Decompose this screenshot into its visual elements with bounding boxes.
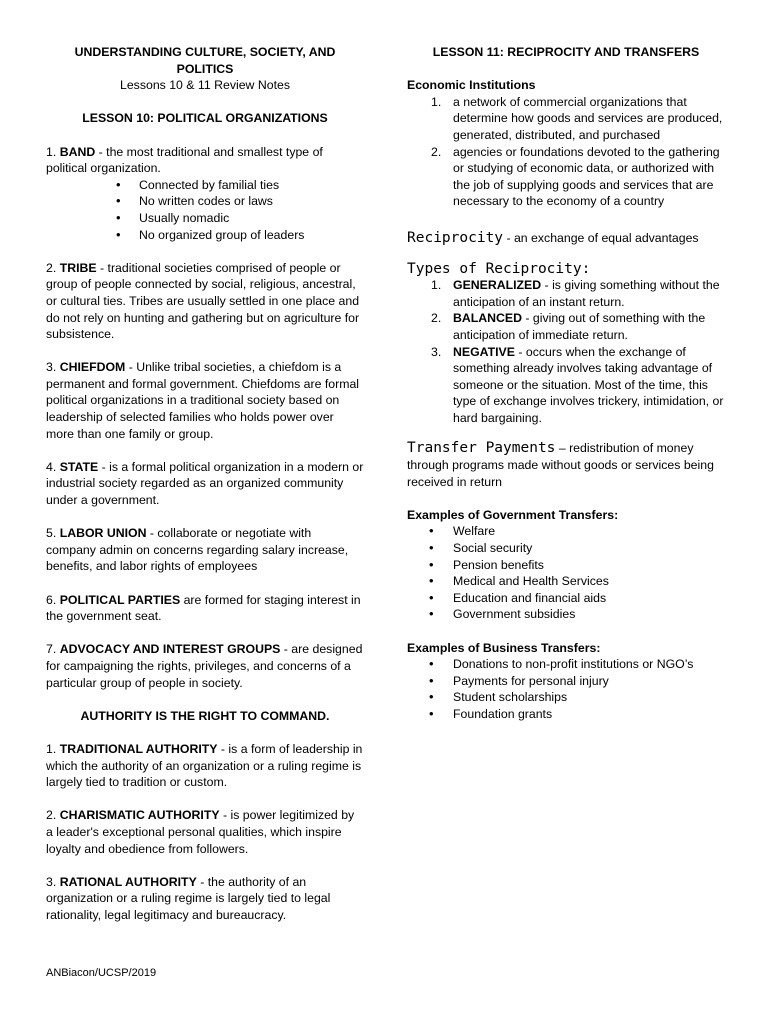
econ-heading: Economic Institutions bbox=[407, 78, 536, 93]
footer-credit: ANBiacon/UCSP/2019 bbox=[46, 967, 157, 979]
list-item: • Foundation grants bbox=[407, 706, 725, 723]
lesson11-heading: LESSON 11: RECIPROCITY AND TRANSFERS bbox=[432, 45, 700, 59]
list-item: • Medical and Health Services bbox=[407, 573, 725, 590]
state-entry: 4. STATE - is a formal political organization in a modern or industrial society regarded as an organized community under a government. bbox=[46, 459, 364, 508]
gov-transfers-heading: Examples of Government Transfers: bbox=[407, 507, 619, 522]
tribe-entry: 2. TRIBE - traditional societies comprised of people or group of people connected by social, religious, ancestral, or cultural ties. Tribes are usually settled in one place and do not rely on hunting and gathering but on agriculture for subsistence. bbox=[46, 260, 360, 342]
advocacy-groups-entry: 7. ADVOCACY AND INTEREST GROUPS - are designed for campaigning the rights, privileges, and concerns of a particular group of people in society. bbox=[46, 642, 363, 690]
list-item: 1. GENERALIZED - is giving something without the anticipation of an instant return. bbox=[431, 278, 720, 309]
chiefdom-entry: 3. CHIEFDOM - Unlike tribal societies, a chiefdom is a permanent and formal government. Chiefdoms are formal political organizations in a traditional society based on leadership of selected families who holds power over more than one family or group. bbox=[46, 360, 360, 441]
right-column bbox=[407, 44, 725, 723]
list-item: • Usually nomadic bbox=[46, 210, 364, 227]
econ-list bbox=[407, 94, 725, 210]
band-bullet-list bbox=[46, 177, 364, 243]
list-item: • Education and financial aids bbox=[407, 590, 725, 607]
list-item: • Payments for personal injury bbox=[407, 673, 725, 690]
political-parties-entry: 6. POLITICAL PARTIES are formed for staging interest in the government seat. bbox=[46, 592, 361, 624]
list-item: 3. NEGATIVE - occurs when the exchange of something already involves taking advantage of someone or the situation. Most of the time, this type of exchange involves trickery, intimidation, or hard bargaining. bbox=[431, 344, 724, 425]
list-item: • No written codes or laws bbox=[46, 193, 364, 210]
list-item: • Connected by familial ties bbox=[46, 177, 364, 194]
labor-union-entry: 5. LABOR UNION - collaborate or negotiate with company admin on concerns regarding salary increase, benefits, and labor rights of employees bbox=[46, 526, 349, 574]
list-item: 1. a network of commercial organizations that determine how goods and services are produced, generated, distributed, and purchased bbox=[431, 94, 723, 142]
band-entry: 1. BAND - the most traditional and smallest type of political organization. bbox=[46, 144, 323, 176]
list-item: • Welfare bbox=[407, 523, 725, 540]
business-transfers-heading: Examples of Business Transfers: bbox=[407, 640, 601, 655]
traditional-authority-entry: 1. TRADITIONAL AUTHORITY - is a form of leadership in which the authority of an organization or a ruling regime is largely tied to tradition or custom. bbox=[46, 741, 363, 790]
rational-authority-entry: 3. RATIONAL AUTHORITY - the authority of an organization or a ruling regime is largely tied to legal rationality, legal legitimacy and bureaucracy. bbox=[46, 874, 331, 922]
list-item: 2. agencies or foundations devoted to the gathering or studying of economic data, or authorized with the job of supplying goods and services that are necessary to the economy of a country bbox=[431, 144, 720, 209]
gov-transfers-list bbox=[407, 523, 725, 623]
document-subtitle: Lessons 10 & 11 Review Notes bbox=[120, 78, 290, 93]
list-item: • Government subsidies bbox=[407, 606, 725, 623]
list-item: • Donations to non-profit institutions or NGO’s bbox=[407, 656, 725, 673]
types-heading: Types of Reciprocity: bbox=[407, 260, 591, 277]
list-item: 2. BALANCED - giving out of something with the anticipation of immediate return. bbox=[431, 311, 706, 342]
list-item: • Pension benefits bbox=[407, 557, 725, 574]
list-item: • Student scholarships bbox=[407, 689, 725, 706]
list-item: • Social security bbox=[407, 540, 725, 557]
document-title: UNDERSTANDING CULTURE, SOCIETY, AND POLITICS bbox=[74, 45, 336, 76]
reciprocity-definition: Reciprocity - an exchange of equal advantages bbox=[407, 229, 699, 246]
left-column bbox=[46, 44, 364, 923]
list-item: • No organized group of leaders bbox=[46, 227, 364, 244]
lesson10-heading: LESSON 10: POLITICAL ORGANIZATIONS bbox=[82, 111, 328, 126]
business-transfers-list bbox=[407, 656, 725, 722]
types-list bbox=[407, 277, 725, 426]
authority-heading: AUTHORITY IS THE RIGHT TO COMMAND. bbox=[80, 708, 330, 723]
transfer-payments-definition: Transfer Payments – redistribution of money through programs made without goods or services being received in return bbox=[407, 440, 714, 489]
charismatic-authority-entry: 2. CHARISMATIC AUTHORITY - is power legitimized by a leader's exceptional personal qualities, which inspire loyalty and obedience from followers. bbox=[46, 808, 355, 856]
